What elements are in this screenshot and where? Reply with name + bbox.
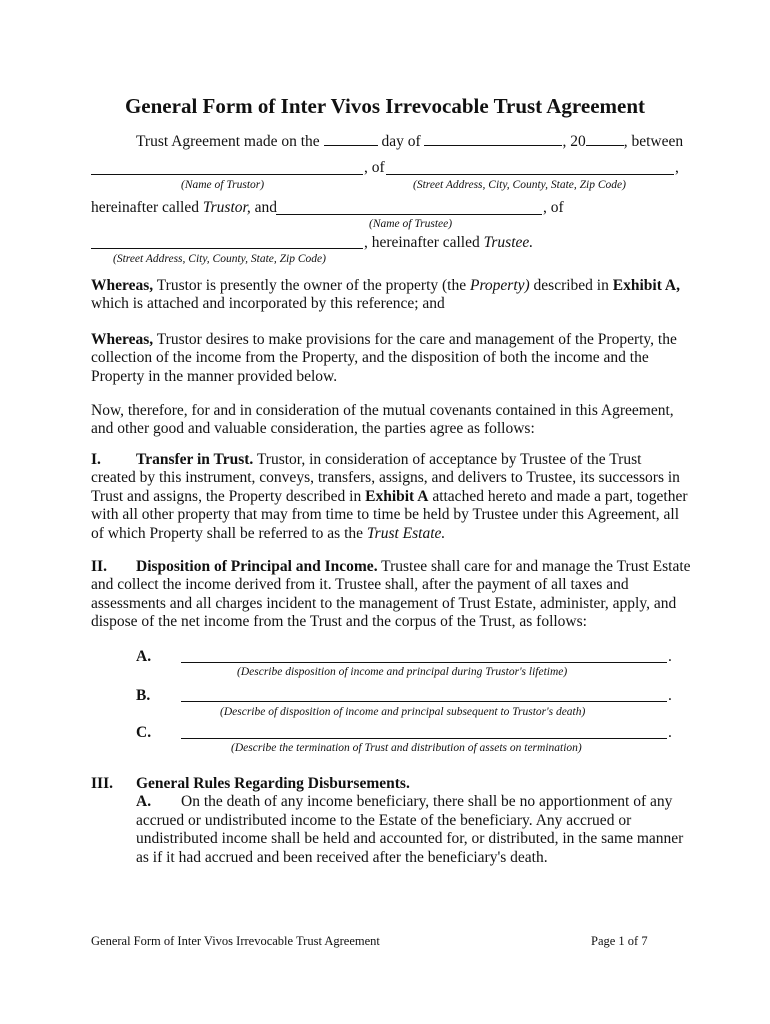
item-a-caption: (Describe disposition of income and principal during Trustor's lifetime) [237, 666, 568, 678]
item-c-caption: (Describe the termination of Trust and distribution of assets on termination) [231, 742, 582, 754]
section-2 [91, 558, 691, 632]
section-1-line5a: of which Property shall be referred to as the [91, 524, 367, 542]
trust-estate-term: Trust Estate. [366, 524, 446, 542]
section-2-t1: Trustee shall care for and manage the Trust Estate [377, 558, 691, 575]
section-1-exhibit: Exhibit A [365, 487, 429, 505]
section-1-line3b: attached hereto and made a part, together [428, 487, 688, 505]
item-c-end: . [668, 724, 672, 741]
and-text: and [254, 199, 277, 216]
whereas-2-t1: Trustor desires to make provisions for the care and management of the Property, the [153, 331, 677, 348]
day-of-text: day of [381, 133, 421, 150]
whereas-2-lead: Whereas, [91, 331, 154, 348]
now-therefore [91, 402, 674, 439]
item-a-blank[interactable] [181, 662, 667, 663]
trustee-name-blank[interactable] [276, 214, 542, 215]
year-blank[interactable] [586, 133, 624, 146]
caption-trustee-address: (Street Address, City, County, State, Zip Code) [113, 253, 326, 265]
section-3-a-label: A. [136, 793, 152, 811]
between-text: , between [623, 133, 684, 150]
item-b-caption: (Describe of disposition of income and principal subsequent to Trustor's death) [220, 706, 586, 718]
footer-title: General Form of Inter Vivos Irrevocable Trust Agreement [91, 934, 380, 948]
made-on-text: Trust Agreement made on the [136, 133, 320, 150]
section-3-heading: General Rules Regarding Disbursements. [136, 775, 410, 792]
intro-line-1 [136, 133, 683, 151]
whereas-1-line2: which is attached and incorporated by this reference; and [91, 295, 445, 313]
section-1-num: I. [91, 451, 101, 468]
section-3-a-line4: as if it had accrued and been received after the beneficiary's death. [136, 848, 548, 866]
page-title: General Form of Inter Vivos Irrevocable Trust Agreement [124, 94, 646, 118]
item-c-label: C. [136, 724, 152, 741]
hereinafter-text: hereinafter called [91, 199, 199, 216]
item-c-blank[interactable] [181, 738, 667, 739]
whereas-1-t1: Trustor is presently the owner of the property (the [153, 277, 470, 294]
section-1-heading: Transfer in Trust. [136, 451, 254, 468]
section-2-line4: dispose of the net income from the Trust and the corpus of the Trust, as follows: [91, 613, 587, 631]
section-3-a-line1: On the death of any income beneficiary, there shall be no apportionment of any [181, 793, 673, 811]
trustor-term: Trustor, [202, 199, 251, 216]
item-a-end: . [668, 648, 672, 665]
section-1-line2: created by this instrument, conveys, transfers, assigns, and delivers to Trustee, its successors in [91, 469, 680, 487]
whereas-2-line2: collection of the income from the Property, and the disposition of both the income and the [91, 349, 649, 367]
caption-trustor-address: (Street Address, City, County, State, Zip Code) [413, 179, 626, 191]
comma-text: , [675, 159, 679, 176]
of-text: , of [364, 159, 385, 176]
item-a-label: A. [136, 648, 152, 665]
section-2-line2: and collect the income derived from it. Trustee shall, after the payment of all taxes and [91, 576, 629, 594]
section-3 [136, 775, 683, 867]
trustee-term: Trustee. [483, 234, 534, 251]
whereas-1-lead: Whereas, [91, 277, 154, 294]
item-b-end: . [668, 687, 672, 704]
of2-text: , of [543, 199, 564, 216]
hereinafter-line [91, 199, 277, 217]
caption-trustee-name: (Name of Trustee) [369, 218, 453, 230]
section-3-num: III. [91, 775, 113, 792]
item-b-label: B. [136, 687, 151, 704]
footer-page-number: Page 1 of 7 [591, 934, 648, 948]
trustee-address-blank[interactable] [91, 248, 363, 249]
section-1-t1: Trustor, in consideration of acceptance by Trustee of the Trust [253, 451, 642, 468]
trustor-address-blank[interactable] [386, 174, 674, 175]
section-1-line4: with all other property that may from time to time be held by Trustee under this Agreement, all [91, 506, 680, 524]
month-blank[interactable] [424, 133, 562, 146]
section-3-a-line2: accrued or undistributed income to the Estate of the beneficiary. Any accrued or [136, 811, 632, 829]
day-blank[interactable] [324, 133, 378, 146]
whereas-1-t2: described in [529, 277, 613, 294]
section-2-heading: Disposition of Principal and Income. [136, 558, 378, 575]
now-therefore-line1: Now, therefore, for and in consideration of the mutual covenants contained in this Agreement, [91, 402, 674, 419]
caption-trustor-name: (Name of Trustor) [181, 179, 265, 191]
section-3-a-line3: undistributed income shall be held and accounted for, or distributed, in the same manner [136, 830, 684, 848]
section-1-line3a: Trust and assigns, the Property described in [91, 487, 366, 505]
whereas-1 [91, 277, 680, 314]
exhibit-a-ref: Exhibit A, [612, 277, 680, 294]
trustor-name-blank[interactable] [91, 174, 363, 175]
property-term: Property) [469, 277, 530, 294]
section-1 [91, 451, 688, 543]
year-prefix-text: , 20 [562, 133, 586, 150]
whereas-2 [91, 331, 677, 386]
trustee-called-line [364, 234, 533, 252]
section-2-line3: assessments and all charges incident to the management of Trust Estate, administer, apply, and [91, 594, 677, 612]
hereinafter-called-2-text: , hereinafter called [364, 234, 480, 251]
item-b-blank[interactable] [181, 701, 667, 702]
now-therefore-line2: and other good and valuable consideration, the parties agree as follows: [91, 420, 535, 438]
section-2-num: II. [91, 558, 107, 575]
whereas-2-line3: Property in the manner provided below. [91, 367, 338, 385]
